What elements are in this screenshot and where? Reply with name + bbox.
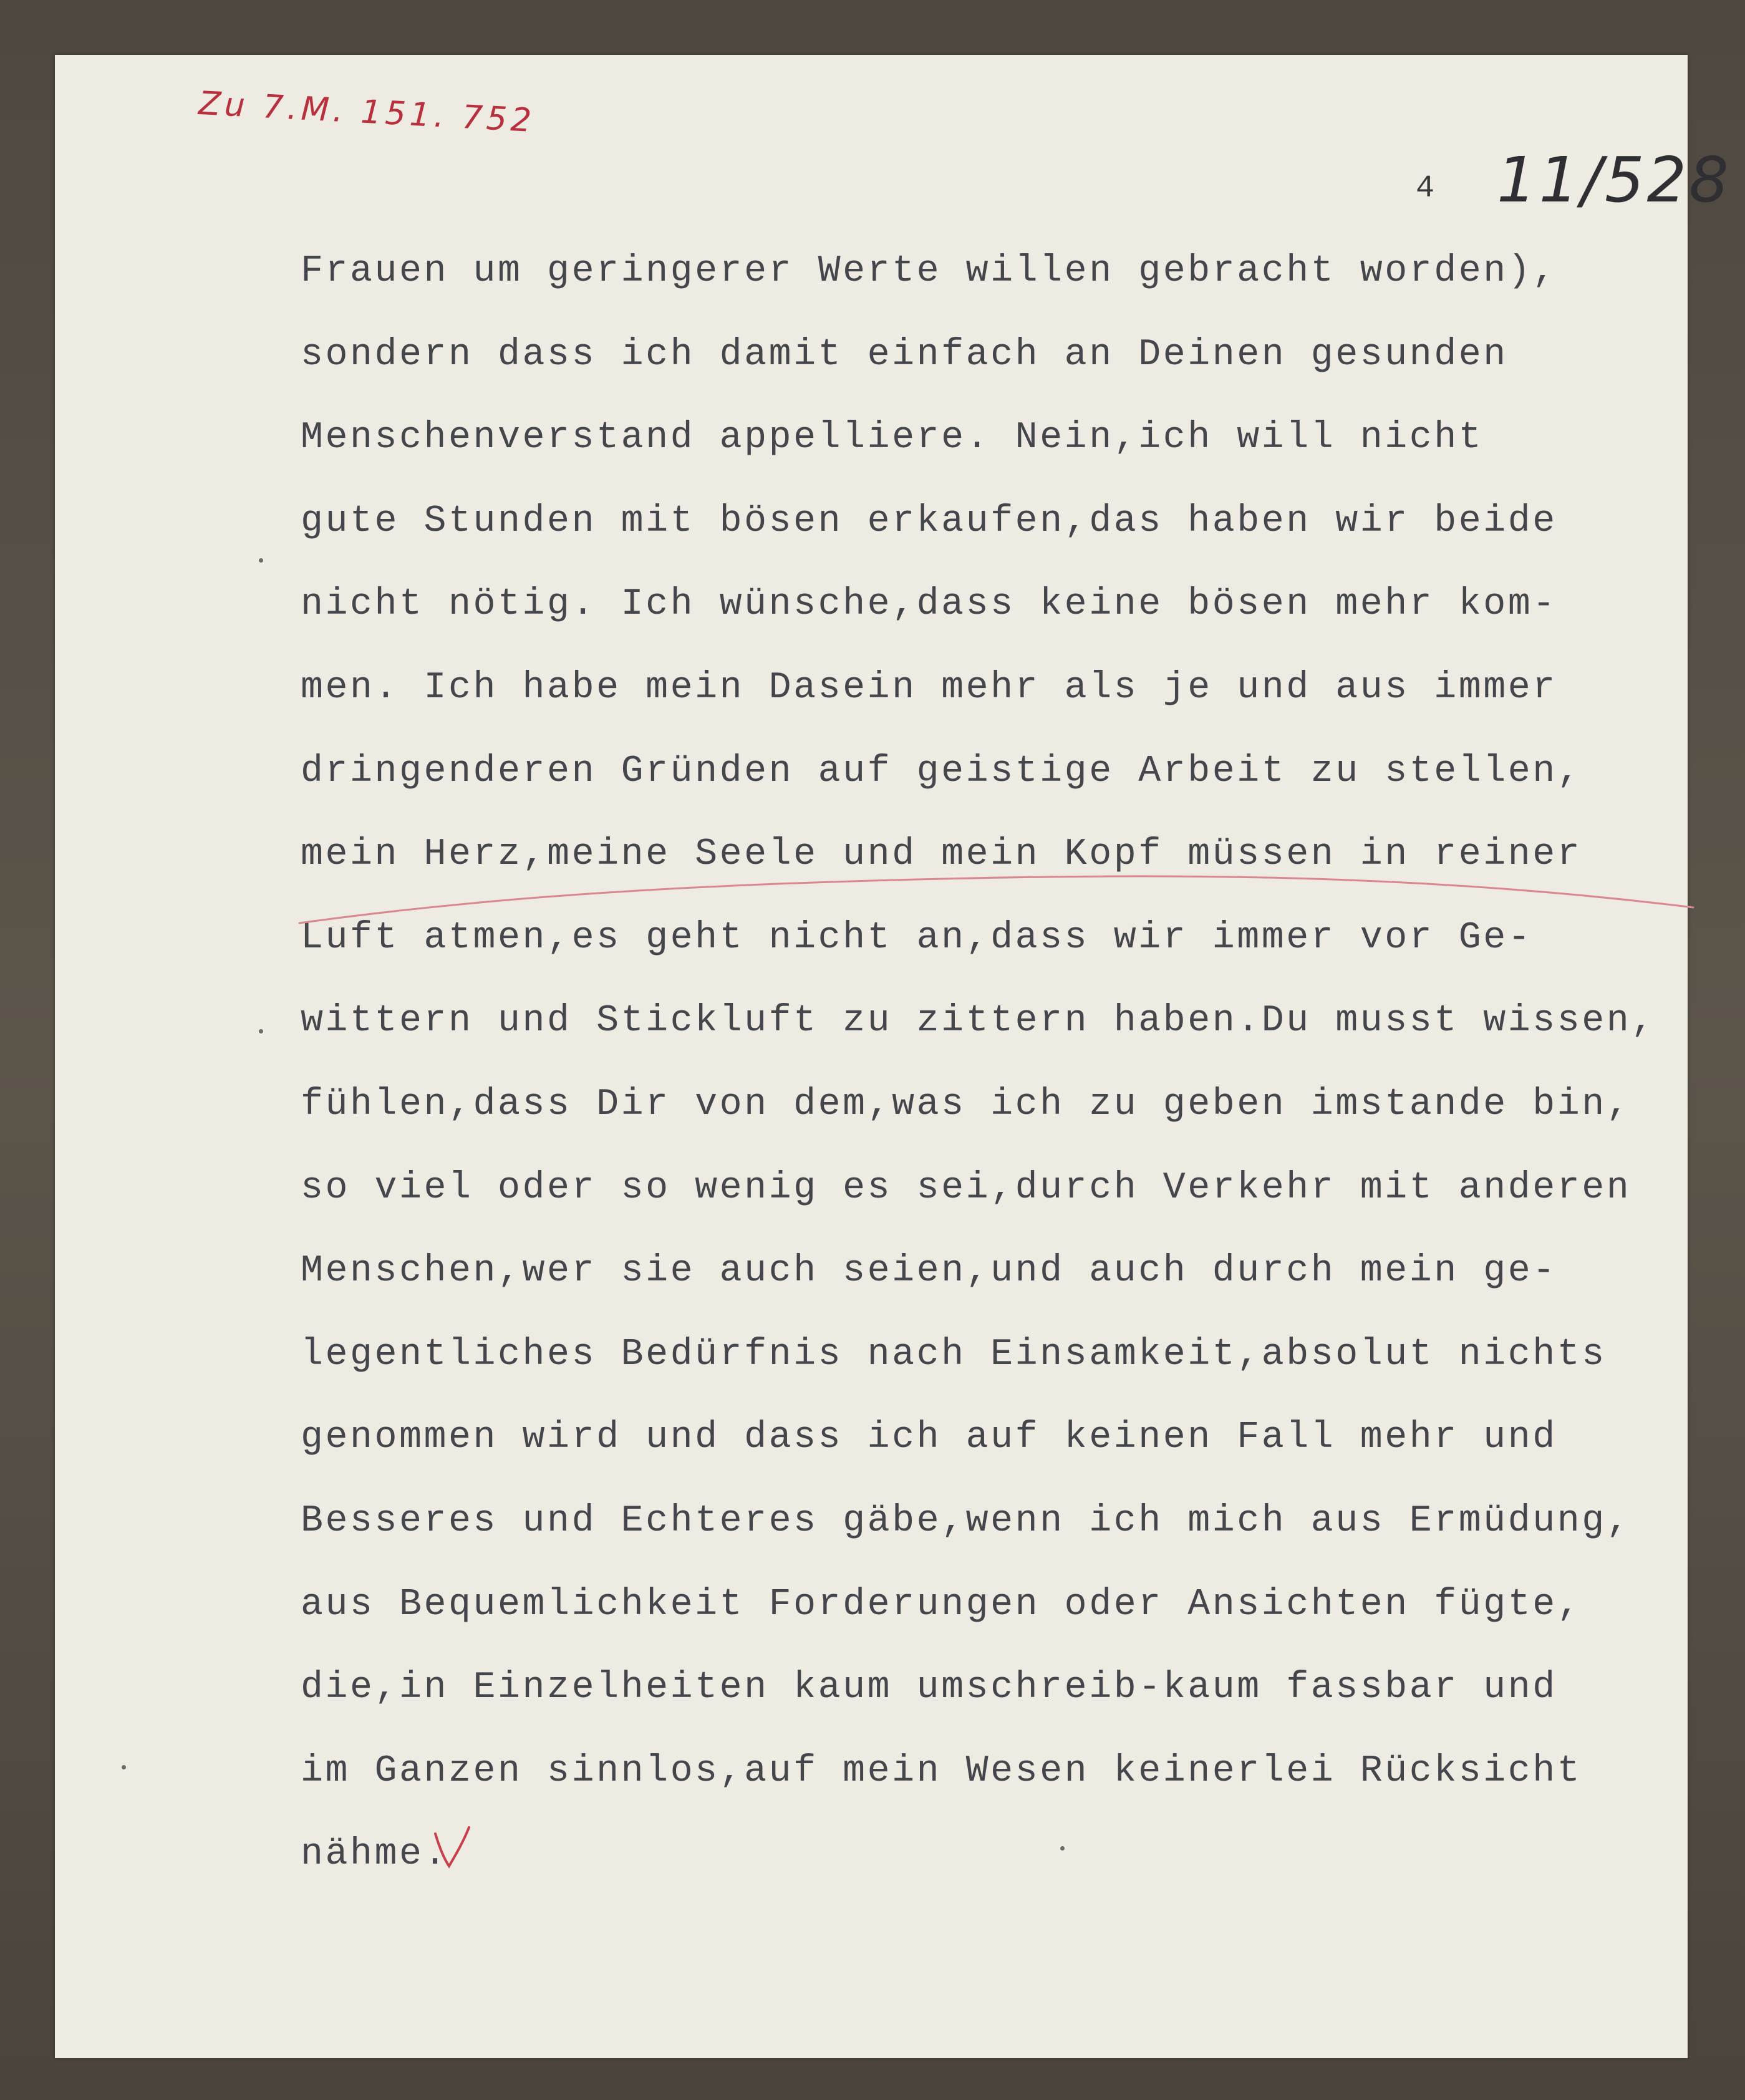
paper-speck [122,1765,126,1769]
text-line: so viel oder so wenig es sei,durch Verkehr mit anderen [301,1166,1631,1209]
text-line: Frauen um geringerer Werte willen gebracht worden), [301,250,1557,293]
text-line: men. Ich habe mein Dasein mehr als je und aus immer [301,666,1557,709]
text-line: fühlen,dass Dir von dem,was ich zu geben imstande bin, [301,1083,1631,1126]
text-line: Besseres und Echteres gäbe,wenn ich mich aus Ermüdung, [301,1499,1631,1542]
text-line: wittern und Stickluft zu zittern haben.Du musst wissen, [301,1000,1656,1043]
text-line: nicht nötig. Ich wünsche,dass keine bösen mehr kom- [301,583,1557,626]
archive-reference-mark: Zu 7.M. 151. 752 [197,84,536,140]
text-line: dringenderen Gründen auf geistige Arbeit zu stellen, [301,750,1582,793]
text-line: die,in Einzelheiten kaum umschreib-kaum fassbar und [301,1667,1557,1710]
text-line: im Ganzen sinnlos,auf mein Wesen keinerlei Rücksicht [301,1749,1582,1793]
paper-speck [259,558,263,563]
text-line: Menschenverstand appelliere. Nein,ich will nicht [301,417,1484,460]
text-line: sondern dass ich damit einfach an Deinen gesunden [301,333,1508,376]
text-line: legentliches Bedürfnis nach Einsamkeit,absolut nichts [301,1333,1607,1376]
red-check-mark [430,1821,474,1871]
text-line: nähme. [301,1833,449,1876]
paper-speck [259,1029,263,1033]
text-line: Menschen,wer sie auch seien,und auch durch mein ge- [301,1250,1557,1293]
text-line: Luft atmen,es geht nicht an,dass wir immer vor Ge- [301,916,1533,959]
paper-speck [1060,1846,1065,1851]
text-line: gute Stunden mit bösen erkaufen,das haben wir beide [301,500,1557,543]
folio-handwritten-mark: 11/528 [1497,143,1731,216]
text-line: aus Bequemlichkeit Forderungen oder Ansichten fügte, [301,1583,1582,1626]
page-number: 4 [1416,171,1435,206]
typed-letter-body [301,243,1685,1910]
text-line: genommen wird und dass ich auf keinen Fall mehr und [301,1416,1557,1459]
text-line: mein Herz,meine Seele und mein Kopf müssen in reiner [301,833,1582,876]
red-pencil-underline [293,861,1696,929]
